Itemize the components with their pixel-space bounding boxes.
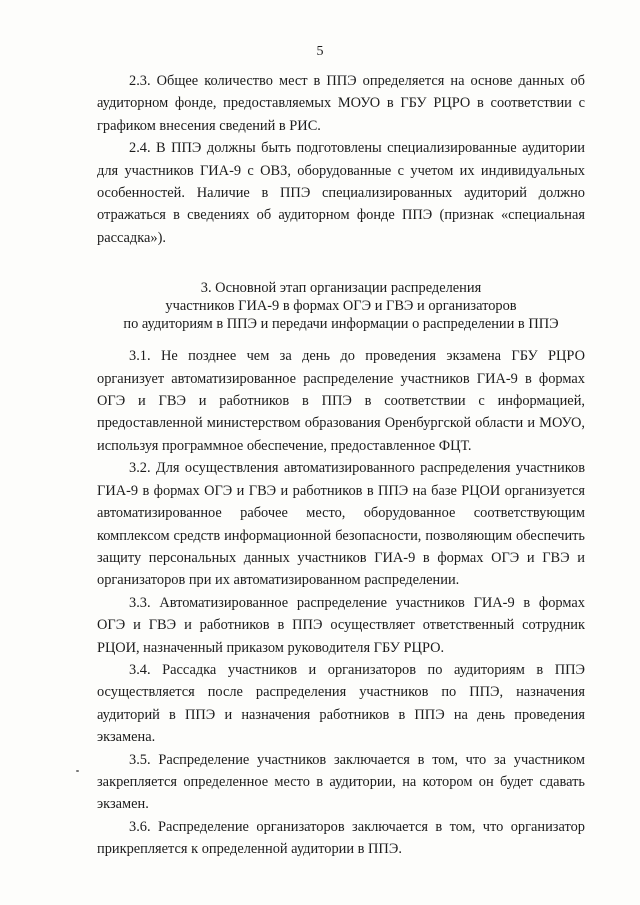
paragraph-3-6: 3.6. Распределение организаторов заключается в том, что организатор прикрепляется к определенной аудитории в ППЭ. — [97, 818, 585, 858]
section-title-line: участников ГИА-9 в формах ОГЭ и ГВЭ и организаторов — [165, 298, 517, 315]
paragraph-3-3: 3.3. Автоматизированное распределение участников ГИА-9 в формах ОГЭ и ГВЭ и работников в ППЭ осуществляет ответственный сотрудник РЦОИ, назначенный приказом руководителя ГБУ РЦРО. — [97, 594, 585, 656]
page-number: 5 — [316, 44, 324, 59]
paragraph-3-5: 3.5. Распределение участников заключается в том, что за участником закрепляется определенное место в аудитории, на котором он будет сдавать экзамен. — [97, 751, 585, 813]
paragraph-3-4: 3.4. Рассадка участников и организаторов по аудиториям в ППЭ осуществляется после распределения участников по ППЭ, назначения аудиторий в ППЭ и назначения работников в ППЭ на день проведения экзамена. — [97, 661, 585, 746]
document-body — [97, 70, 585, 861]
paragraph-2-3: 2.3. Общее количество мест в ППЭ определяется на основе данных об аудиторном фонде, предоставляемых МОУО в ГБУ РЦРО в соответствии с графиком внесения сведений в РИС. — [97, 73, 585, 134]
spacer — [97, 249, 585, 263]
section-title-line: 3. Основной этап организации распределения — [200, 280, 482, 297]
paragraph-3-2: 3.2. Для осуществления автоматизированного распределения участников ГИА-9 в формах ОГЭ и ГВЭ и работников в ППЭ на базе РЦОИ организуется автоматизированное рабочее место, оборудованное соответствующим комплексом средств информационной безопасности, позволяющим обеспечить защиту персональных данных участников ГИА-9 в формах ОГЭ и ГВЭ и организаторов при их автоматизированном распределении. — [97, 460, 585, 589]
section-3-title — [97, 279, 585, 333]
scan-speck — [76, 770, 79, 772]
paragraph-2-4: 2.4. В ППЭ должны быть подготовлены специализированные аудитории для участников ГИА-9 с ОВЗ, оборудованные с учетом их индивидуальных особенностей. Наличие в ППЭ специализированных аудиторий должно отражаться в сведениях об аудиторном фонде ППЭ (признак «специальная рассадка»). — [97, 140, 585, 246]
section-title-line: по аудиториям в ППЭ и передачи информации о распределении в ППЭ — [123, 316, 559, 333]
paragraph-3-1: 3.1. Не позднее чем за день до проведения экзамена ГБУ РЦРО организует автоматизированное распределение участников ГИА-9 в формах ОГЭ и ГВЭ и работников в ППЭ в соответствии с информацией, предоставленной министерством образования Оренбургской области и МОУО, используя программное обеспечение, предоставленное ФЦТ. — [97, 348, 585, 454]
